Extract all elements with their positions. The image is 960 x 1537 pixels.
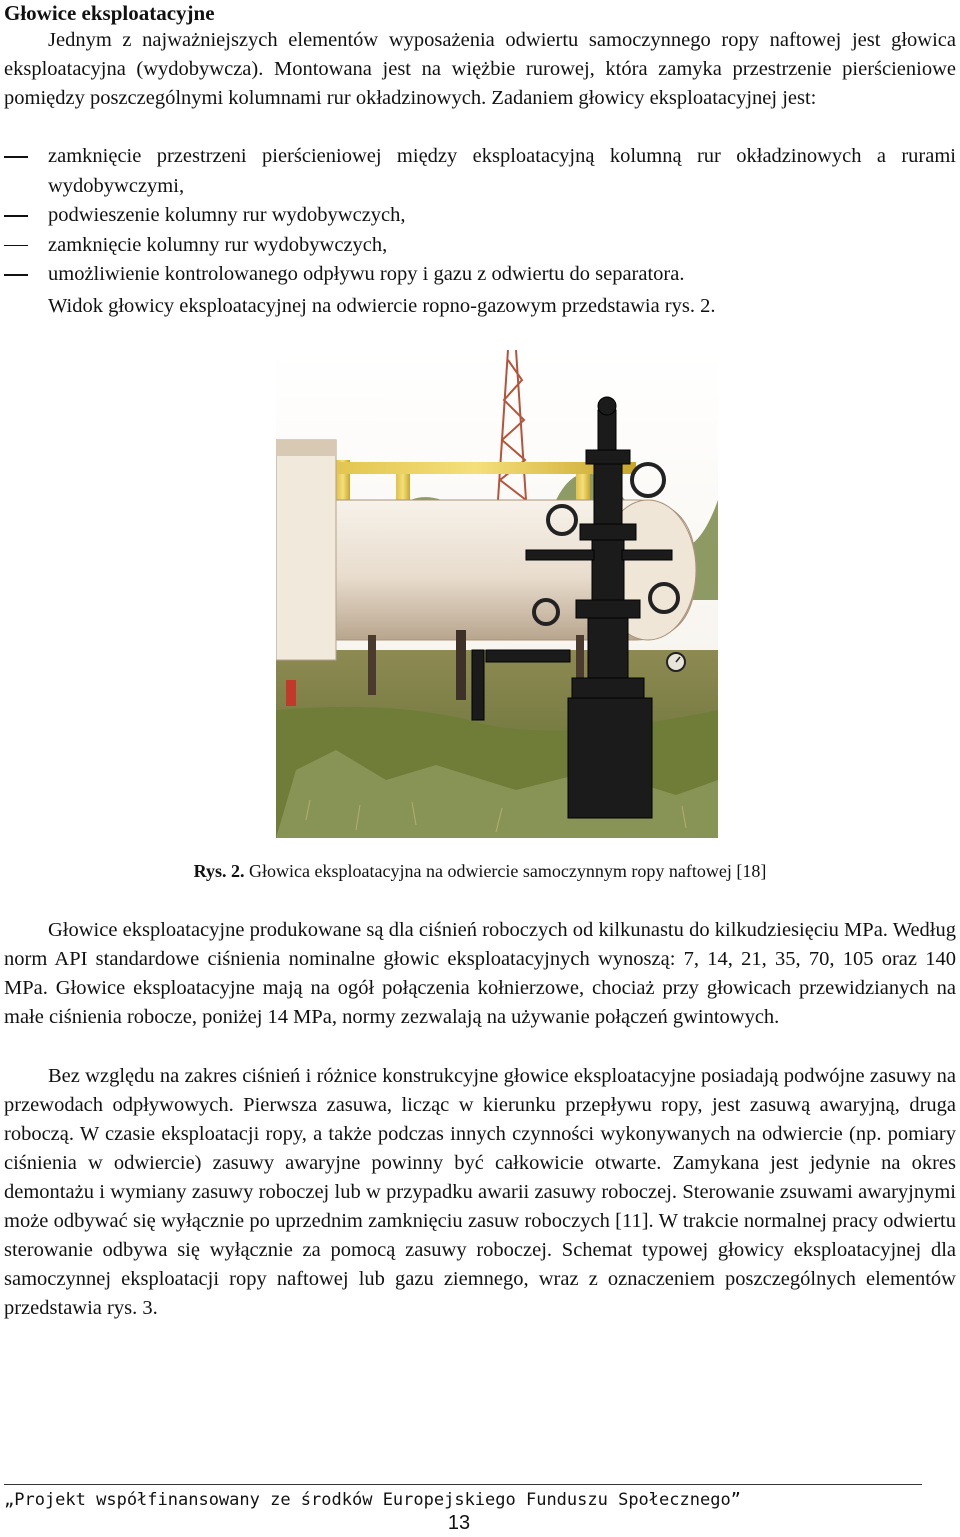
valves-paragraph: Bez względu na zakres ciśnień i różnice konstrukcyjne głowice eksploatacyjne posiadają podwójne zasuwy na przewodach odpływowych. Pierwsza zasuwa, licząc w kierunku przepływu ropy, jest zasuwą awaryjną, druga roboczą. W czasie eksploatacji ropy, a także podczas innych czynności wykonywanych na odwiercie (np. pomiary ciśnienia w odwiercie) zasuwy awaryjne powinny być całkowicie otwarte. Zamykana jest jedynie na okres demontażu i wymiany zasuwy roboczej lub w przypadku awarii zasuwy roboczej. Sterowanie zsuwami awaryjnymi może odbywać się wyłącznie po uprzednim zamknięciu zasuw roboczych [11]. W trakcie normalnej pracy odwiertu sterowanie odbywa się wyłącznie za pomocą zasuwy roboczej. Schemat typowej głowicy eksploatacyjnej dla samoczynnej eksploatacji ropy naftowej lub gazu ziemnego, wraz z oznaczeniem poszczególnych elementów przedstawia rys. 3. [4, 1065, 956, 1319]
wellhead-photo [276, 350, 718, 838]
dash-bullet-icon [4, 274, 28, 276]
footer-divider [4, 1484, 922, 1485]
section-heading: Głowice eksploatacyjne [4, 1, 215, 25]
list-item: podwieszenie kolumny rur wydobywczych, [4, 201, 956, 231]
figure-reference: Widok głowicy eksploatacyjnej na odwiercie ropno-gazowym przedstawia rys. 2. [48, 295, 716, 317]
dash-bullet-icon [4, 156, 28, 158]
intro-paragraph: Jednym z najważniejszych elementów wyposażenia odwiertu samoczynnego ropy naftowej jest głowica eksploatacyjna (wydobywcza). Montowana jest na więżbie rurowej, która zamyka przestrzenie pierścieniowe pomiędzy poszczególnymi kolumnami rur okładzinowych. Zadaniem głowicy eksploatacyjnej jest: [4, 29, 956, 109]
pressure-paragraph: Głowice eksploatacyjne produkowane są dla ciśnień roboczych od kilkunastu do kilkudziesięciu MPa. Według norm API standardowe ciśnienia nominalne głowic eksploatacyjnych wynoszą: 7, 14, 21, 35, 70, 105 oraz 140 MPa. Głowice eksploatacyjne mają na ogół połączenia kołnierzowe, chociaż przy głowicach przewidzianych na małe ciśnienia robocze, poniżej 14 MPa, normy zezwalają na używanie połączeń gwintowych. [4, 919, 956, 1028]
dash-bullet-icon [4, 245, 28, 247]
caption-label: Rys. 2. [193, 861, 245, 881]
dash-bullet-icon [4, 215, 28, 217]
footer-text: „Projekt współfinansowany ze środków Europejskiego Funduszu Społecznego” [4, 1490, 741, 1510]
list-item: zamknięcie przestrzeni pierścieniowej między eksploatacyjną kolumną rur okładzinowych a rurami wydobywczymi, [4, 142, 956, 201]
page-number: 13 [447, 1512, 471, 1534]
list-item: zamknięcie kolumny rur wydobywczych, [4, 231, 956, 261]
task-list [4, 142, 956, 290]
caption-text: Głowica eksploatacyjna na odwiercie samoczynnym ropy naftowej [18] [249, 861, 767, 881]
figure-caption [0, 858, 960, 884]
list-item: umożliwienie kontrolowanego odpływu ropy i gazu z odwiertu do separatora. [4, 260, 956, 290]
